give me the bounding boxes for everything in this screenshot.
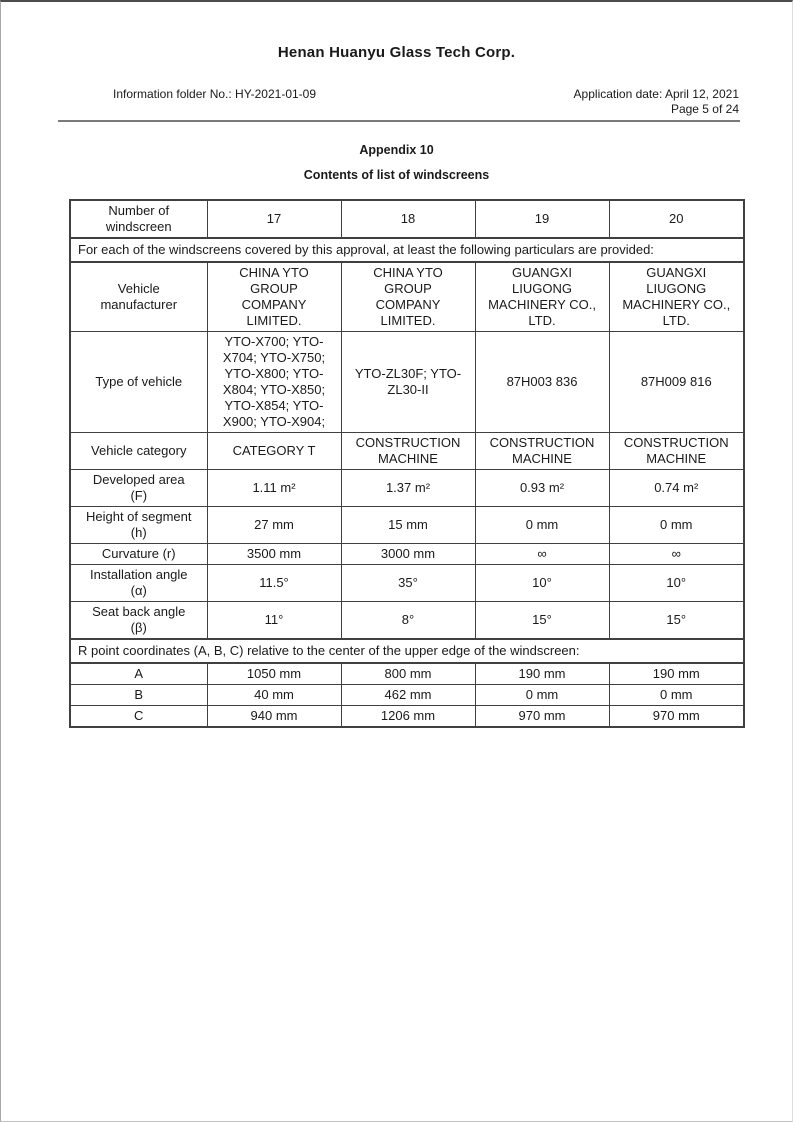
cell: CONSTRUCTION MACHINE xyxy=(341,433,475,470)
cell: 0 mm xyxy=(475,685,609,706)
row-label: Number of windscreen xyxy=(70,200,207,238)
cell: 1.11 m² xyxy=(207,470,341,507)
row-label: B xyxy=(70,685,207,706)
info-folder-number: Information folder No.: HY-2021-01-09 xyxy=(113,87,317,101)
cell: YTO-ZL30F; YTO-ZL30-II xyxy=(341,332,475,433)
row-label: A xyxy=(70,663,207,685)
cell: 35° xyxy=(341,565,475,602)
cell: GUANGXI LIUGONG MACHINERY CO., LTD. xyxy=(609,262,744,332)
table-row-coordinate-b xyxy=(70,685,744,706)
cell: CHINA YTO GROUP COMPANY LIMITED. xyxy=(341,262,475,332)
cell-windscreen-18: 18 xyxy=(341,200,475,238)
cell: 11.5° xyxy=(207,565,341,602)
info-right-block xyxy=(574,87,739,117)
cell: 940 mm xyxy=(207,706,341,728)
cell: 87H009 816 xyxy=(609,332,744,433)
page-number: Page 5 of 24 xyxy=(670,102,739,116)
table-row-type-of-vehicle xyxy=(70,332,744,433)
row-label: Vehicle category xyxy=(70,433,207,470)
table-row-coordinate-a xyxy=(70,663,744,685)
cell: 15 mm xyxy=(341,507,475,544)
cell: CONSTRUCTION MACHINE xyxy=(475,433,609,470)
cell: CATEGORY T xyxy=(207,433,341,470)
table-row-developed-area xyxy=(70,470,744,507)
cell: 11° xyxy=(207,602,341,640)
cell-windscreen-20: 20 xyxy=(609,200,744,238)
table-row-seat-back-angle xyxy=(70,602,744,640)
row-label: Developed area (F) xyxy=(70,470,207,507)
row-label: Type of vehicle xyxy=(70,332,207,433)
table-row-height-of-segment xyxy=(70,507,744,544)
table-row-vehicle-manufacturer xyxy=(70,262,744,332)
row-label: Height of segment (h) xyxy=(70,507,207,544)
r-point-note-text: R point coordinates (A, B, C) relative to the center of the upper edge of the windscreen: xyxy=(70,639,744,663)
row-label: Seat back angle (β) xyxy=(70,602,207,640)
cell: 3500 mm xyxy=(207,544,341,565)
cell: ∞ xyxy=(609,544,744,565)
cell: YTO-X700; YTO-X704; YTO-X750; YTO-X800; YTO-X804; YTO-X850; YTO-X854; YTO-X900; YTO-X904; xyxy=(207,332,341,433)
table-row-r-point-note xyxy=(70,639,744,663)
cell: 1050 mm xyxy=(207,663,341,685)
windscreen-spec-table xyxy=(69,199,745,728)
row-label: Curvature (r) xyxy=(70,544,207,565)
cell: 15° xyxy=(475,602,609,640)
application-date: Application date: April 12, 2021 xyxy=(573,87,739,101)
cell: 8° xyxy=(341,602,475,640)
note-text: For each of the windscreens covered by this approval, at least the following particulars are provided: xyxy=(70,238,744,262)
cell: 0.74 m² xyxy=(609,470,744,507)
table-row-installation-angle xyxy=(70,565,744,602)
cell: 0 mm xyxy=(475,507,609,544)
cell: 1206 mm xyxy=(341,706,475,728)
cell: 10° xyxy=(475,565,609,602)
table-row-coordinate-c xyxy=(70,706,744,728)
cell: 190 mm xyxy=(609,663,744,685)
cell: 0 mm xyxy=(609,507,744,544)
table-row-vehicle-category xyxy=(70,433,744,470)
row-label: Vehicle manufacturer xyxy=(70,262,207,332)
cell: 87H003 836 xyxy=(475,332,609,433)
cell: CHINA YTO GROUP COMPANY LIMITED. xyxy=(207,262,341,332)
row-label: Installation angle (α) xyxy=(70,565,207,602)
cell: 800 mm xyxy=(341,663,475,685)
cell: 0 mm xyxy=(609,685,744,706)
cell: 3000 mm xyxy=(341,544,475,565)
cell: 0.93 m² xyxy=(475,470,609,507)
cell: ∞ xyxy=(475,544,609,565)
header-divider xyxy=(58,120,740,122)
cell: 10° xyxy=(609,565,744,602)
appendix-title: Appendix 10 xyxy=(359,143,434,157)
cell-windscreen-17: 17 xyxy=(207,200,341,238)
row-label: C xyxy=(70,706,207,728)
cell: 40 mm xyxy=(207,685,341,706)
cell: 970 mm xyxy=(609,706,744,728)
table-row-windscreen-number xyxy=(70,200,744,238)
table-row-note xyxy=(70,238,744,262)
cell: GUANGXI LIUGONG MACHINERY CO., LTD. xyxy=(475,262,609,332)
cell: 15° xyxy=(609,602,744,640)
cell: CONSTRUCTION MACHINE xyxy=(609,433,744,470)
cell: 462 mm xyxy=(341,685,475,706)
table-row-curvature xyxy=(70,544,744,565)
cell: 970 mm xyxy=(475,706,609,728)
table-title: Contents of list of windscreens xyxy=(303,168,490,182)
cell: 27 mm xyxy=(207,507,341,544)
document-info-row xyxy=(113,87,739,117)
cell: 190 mm xyxy=(475,663,609,685)
company-title: Henan Huanyu Glass Tech Corp. xyxy=(277,44,516,61)
cell-windscreen-19: 19 xyxy=(475,200,609,238)
cell: 1.37 m² xyxy=(341,470,475,507)
